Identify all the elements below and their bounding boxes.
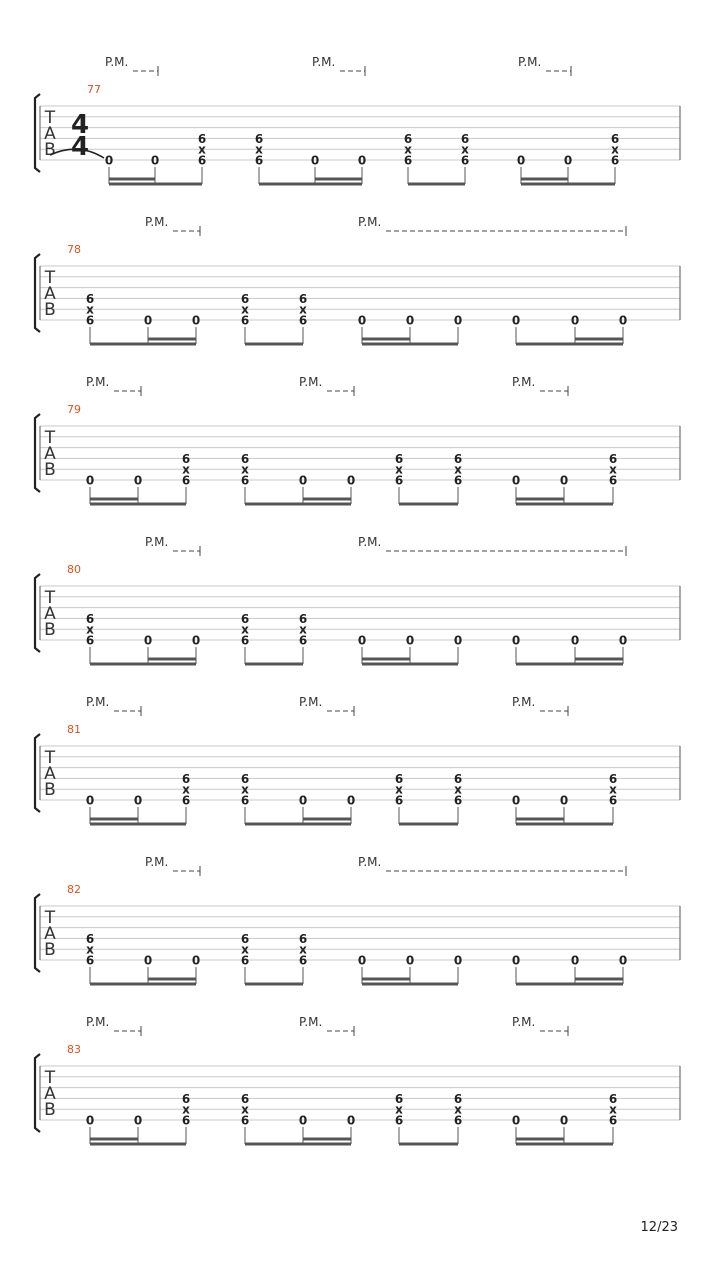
fret-number: 0: [405, 633, 415, 648]
measure-number: 77: [87, 83, 101, 96]
fret-number: 6: [181, 451, 191, 466]
measure-number: 78: [67, 243, 81, 256]
palm-mute-label: P.M.: [358, 215, 382, 229]
fret-number: 6: [85, 953, 95, 968]
dead-note-x: x: [241, 462, 249, 477]
fret-number: 6: [254, 131, 264, 146]
fret-number: 6: [298, 611, 308, 626]
fret-number: 6: [394, 793, 404, 808]
fret-number: 6: [403, 131, 413, 146]
dead-note-x: x: [255, 142, 263, 157]
tab-clef-letter: A: [44, 924, 56, 944]
fret-number: 6: [85, 931, 95, 946]
fret-number: 0: [453, 633, 463, 648]
fret-number: 0: [191, 313, 201, 328]
tab-system-77: [35, 55, 680, 184]
fret-number: 0: [559, 473, 569, 488]
fret-number: 6: [240, 313, 250, 328]
fret-number: 0: [298, 1113, 308, 1128]
tab-clef-letter: B: [44, 140, 56, 160]
dead-note-x: x: [241, 1102, 249, 1117]
fret-number: 6: [85, 313, 95, 328]
fret-number: 0: [511, 793, 521, 808]
fret-number: 0: [191, 953, 201, 968]
fret-number: 6: [453, 451, 463, 466]
fret-number: 6: [298, 931, 308, 946]
dead-note-x: x: [241, 622, 249, 637]
fret-number: 0: [453, 313, 463, 328]
dead-note-x: x: [299, 942, 307, 957]
dead-note-x: x: [454, 462, 462, 477]
fret-number: 6: [608, 451, 618, 466]
fret-number: 0: [346, 793, 356, 808]
fret-number: 6: [608, 473, 618, 488]
system-bracket: [35, 894, 40, 972]
palm-mute-label: P.M.: [145, 215, 169, 229]
tab-clef-letter: A: [44, 284, 56, 304]
fret-number: 0: [559, 793, 569, 808]
fret-number: 6: [240, 1091, 250, 1106]
fret-number: 6: [240, 1113, 250, 1128]
fret-number: 6: [610, 131, 620, 146]
system-bracket: [35, 734, 40, 812]
palm-mute-label: P.M.: [358, 855, 382, 869]
tab-clef-letter: T: [44, 428, 56, 448]
system-bracket: [35, 574, 40, 652]
fret-number: 0: [516, 153, 526, 168]
fret-number: 6: [394, 1113, 404, 1128]
fret-number: 0: [143, 953, 153, 968]
fret-number: 6: [197, 131, 207, 146]
palm-mute-label: P.M.: [299, 1015, 323, 1029]
fret-number: 0: [559, 1113, 569, 1128]
measure-number: 81: [67, 723, 81, 736]
system-bracket: [35, 414, 40, 492]
tab-clef-letter: B: [44, 300, 56, 320]
fret-number: 6: [298, 633, 308, 648]
dead-note-x: x: [454, 1102, 462, 1117]
page-number: 12/23: [640, 1220, 678, 1235]
fret-number: 0: [618, 953, 628, 968]
tab-clef-letter: B: [44, 620, 56, 640]
dead-note-x: x: [241, 782, 249, 797]
fret-number: 6: [85, 611, 95, 626]
dead-note-x: x: [299, 302, 307, 317]
tab-clef-letter: T: [44, 268, 56, 288]
fret-number: 6: [453, 1091, 463, 1106]
fret-number: 0: [104, 153, 114, 168]
fret-number: 0: [570, 953, 580, 968]
palm-mute-label: P.M.: [358, 535, 382, 549]
system-bracket: [35, 94, 40, 172]
dead-note-x: x: [395, 782, 403, 797]
fret-number: 6: [608, 1091, 618, 1106]
palm-mute-label: P.M.: [145, 855, 169, 869]
fret-number: 0: [570, 313, 580, 328]
dead-note-x: x: [461, 142, 469, 157]
tab-system-83: [35, 1015, 680, 1144]
fret-number: 0: [511, 313, 521, 328]
fret-number: 0: [618, 313, 628, 328]
fret-number: 6: [453, 793, 463, 808]
fret-number: 6: [240, 473, 250, 488]
fret-number: 6: [181, 1113, 191, 1128]
tab-system-81: [35, 695, 680, 824]
fret-number: 0: [511, 953, 521, 968]
dead-note-x: x: [395, 1102, 403, 1117]
fret-number: 6: [240, 953, 250, 968]
tab-clef-letter: A: [44, 604, 56, 624]
fret-number: 6: [240, 771, 250, 786]
fret-number: 0: [357, 153, 367, 168]
fret-number: 6: [453, 473, 463, 488]
fret-number: 6: [181, 1091, 191, 1106]
fret-number: 6: [240, 611, 250, 626]
fret-number: 6: [298, 291, 308, 306]
fret-number: 6: [240, 291, 250, 306]
tab-clef-letter: B: [44, 460, 56, 480]
palm-mute-label: P.M.: [312, 55, 336, 69]
tab-system-80: [35, 535, 680, 664]
fret-number: 6: [197, 153, 207, 168]
fret-number: 6: [608, 1113, 618, 1128]
palm-mute-label: P.M.: [299, 375, 323, 389]
fret-number: 0: [298, 473, 308, 488]
dead-note-x: x: [454, 782, 462, 797]
palm-mute-label: P.M.: [299, 695, 323, 709]
palm-mute-label: P.M.: [105, 55, 129, 69]
measure-number: 82: [67, 883, 81, 896]
tab-clef-letter: T: [44, 588, 56, 608]
fret-number: 0: [85, 473, 95, 488]
palm-mute-label: P.M.: [86, 1015, 110, 1029]
fret-number: 6: [403, 153, 413, 168]
tab-clef-letter: A: [44, 444, 56, 464]
fret-number: 6: [298, 313, 308, 328]
fret-number: 6: [181, 771, 191, 786]
fret-number: 0: [405, 953, 415, 968]
dead-note-x: x: [241, 942, 249, 957]
time-signature-bottom: 4: [70, 132, 90, 162]
system-bracket: [35, 1054, 40, 1132]
dead-note-x: x: [182, 462, 190, 477]
dead-note-x: x: [198, 142, 206, 157]
fret-number: 6: [240, 451, 250, 466]
fret-number: 0: [563, 153, 573, 168]
dead-note-x: x: [404, 142, 412, 157]
measure-number: 79: [67, 403, 81, 416]
fret-number: 0: [570, 633, 580, 648]
fret-number: 0: [191, 633, 201, 648]
fret-number: 6: [460, 153, 470, 168]
dead-note-x: x: [182, 1102, 190, 1117]
tab-clef-letter: A: [44, 1084, 56, 1104]
palm-mute-label: P.M.: [512, 375, 536, 389]
fret-number: 6: [181, 793, 191, 808]
tab-clef-letter: T: [44, 908, 56, 928]
tab-clef-letter: T: [44, 108, 56, 128]
system-bracket: [35, 254, 40, 332]
dead-note-x: x: [86, 302, 94, 317]
fret-number: 0: [85, 793, 95, 808]
palm-mute-label: P.M.: [86, 695, 110, 709]
dead-note-x: x: [395, 462, 403, 477]
fret-number: 0: [143, 633, 153, 648]
fret-number: 0: [357, 313, 367, 328]
measure-number: 80: [67, 563, 81, 576]
fret-number: 6: [394, 473, 404, 488]
fret-number: 6: [240, 793, 250, 808]
fret-number: 6: [610, 153, 620, 168]
fret-number: 0: [143, 313, 153, 328]
fret-number: 6: [453, 1113, 463, 1128]
tab-system-78: [35, 215, 680, 344]
palm-mute-label: P.M.: [512, 1015, 536, 1029]
fret-number: 6: [394, 1091, 404, 1106]
dead-note-x: x: [609, 1102, 617, 1117]
fret-number: 6: [394, 451, 404, 466]
dead-note-x: x: [241, 302, 249, 317]
dead-note-x: x: [182, 782, 190, 797]
dead-note-x: x: [86, 942, 94, 957]
fret-number: 6: [85, 291, 95, 306]
fret-number: 6: [240, 931, 250, 946]
palm-mute-label: P.M.: [518, 55, 542, 69]
dead-note-x: x: [609, 782, 617, 797]
fret-number: 6: [608, 793, 618, 808]
dead-note-x: x: [86, 622, 94, 637]
fret-number: 0: [357, 633, 367, 648]
tab-system-82: [35, 855, 680, 984]
dead-note-x: x: [609, 462, 617, 477]
fret-number: 6: [460, 131, 470, 146]
dead-note-x: x: [299, 622, 307, 637]
fret-number: 0: [310, 153, 320, 168]
tab-clef-letter: B: [44, 780, 56, 800]
fret-number: 0: [133, 473, 143, 488]
fret-number: 6: [453, 771, 463, 786]
fret-number: 0: [405, 313, 415, 328]
palm-mute-label: P.M.: [86, 375, 110, 389]
tab-clef-letter: A: [44, 124, 56, 144]
fret-number: 0: [150, 153, 160, 168]
fret-number: 0: [511, 473, 521, 488]
measure-number: 83: [67, 1043, 81, 1056]
tab-clef-letter: A: [44, 764, 56, 784]
time-signature-top: 4: [70, 110, 90, 140]
fret-number: 0: [346, 1113, 356, 1128]
palm-mute-label: P.M.: [512, 695, 536, 709]
fret-number: 0: [357, 953, 367, 968]
fret-number: 6: [85, 633, 95, 648]
fret-number: 0: [133, 793, 143, 808]
dead-note-x: x: [611, 142, 619, 157]
tab-system-79: [35, 375, 680, 504]
fret-number: 6: [608, 771, 618, 786]
palm-mute-label: P.M.: [145, 535, 169, 549]
fret-number: 6: [240, 633, 250, 648]
fret-number: 6: [394, 771, 404, 786]
tab-clef-letter: T: [44, 1068, 56, 1088]
tab-clef-letter: B: [44, 1100, 56, 1120]
fret-number: 0: [618, 633, 628, 648]
fret-number: 6: [254, 153, 264, 168]
fret-number: 0: [85, 1113, 95, 1128]
tab-clef-letter: B: [44, 940, 56, 960]
fret-number: 0: [133, 1113, 143, 1128]
fret-number: 6: [298, 953, 308, 968]
fret-number: 0: [511, 1113, 521, 1128]
fret-number: 0: [346, 473, 356, 488]
fret-number: 6: [181, 473, 191, 488]
tab-clef-letter: T: [44, 748, 56, 768]
fret-number: 0: [453, 953, 463, 968]
fret-number: 0: [298, 793, 308, 808]
fret-number: 0: [511, 633, 521, 648]
